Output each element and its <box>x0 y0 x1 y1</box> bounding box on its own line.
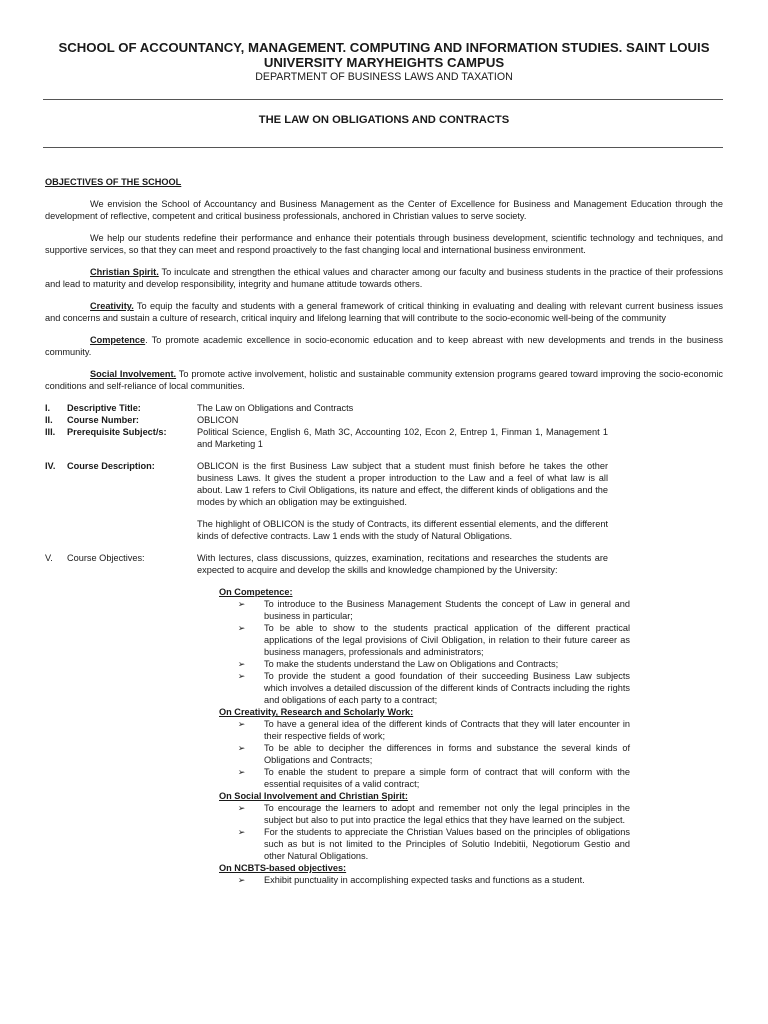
arrow-bullet-icon: ➢ <box>237 743 246 753</box>
course-details <box>45 402 723 576</box>
header-rule-bottom <box>43 147 723 148</box>
christian-spirit-text: To inculcate and strengthen the ethical values and character among our faculty and business students in the practice of their professions and lead to maturity and develop responsibility, integrity and humane attitude towards others. <box>45 267 724 289</box>
description-part-2: The highlight of OBLICON is the study of Contracts, its different essential elements, and the different kinds of defective contracts. Law 1 ends with the study of Natural Obligations. <box>197 519 608 541</box>
list-item: ➢ To have a general idea of the different kinds of Contracts that they will later encounter in their respective fields of work; <box>219 718 630 742</box>
school-name-line-1: SCHOOL OF ACCOUNTANCY, MANAGEMENT. COMPUTING AND INFORMATION STUDIES. SAINT LOUIS <box>58 40 710 55</box>
row-number: III. <box>45 427 56 437</box>
christian-spirit-paragraph <box>45 266 723 290</box>
creativity-paragraph <box>45 300 723 324</box>
list-item: ➢ To introduce to the Business Management Students the concept of Law in general and business in particular; <box>219 598 630 622</box>
row-value <box>197 460 608 542</box>
course-objectives-list <box>219 586 630 886</box>
arrow-bullet-icon: ➢ <box>237 623 246 633</box>
social-objectives-heading: On Social Involvement and Christian Spirit: <box>219 791 408 801</box>
row-label: Course Description: <box>67 461 155 471</box>
row-value: With lectures, class discussions, quizzes, examination, recitations and researches the students are expected to acquire and develop the skills and knowledge championed by the University: <box>197 553 608 575</box>
course-row-description <box>45 460 723 542</box>
course-row-objectives <box>45 552 723 576</box>
course-row-title <box>45 402 723 414</box>
vision-paragraph <box>45 198 723 222</box>
row-label: Course Objectives: <box>67 553 145 563</box>
arrow-bullet-icon: ➢ <box>237 659 246 669</box>
document-body <box>45 176 723 886</box>
arrow-bullet-icon: ➢ <box>237 803 246 813</box>
list-item: ➢ To make the students understand the Law on Obligations and Contracts; <box>219 658 630 670</box>
list-item: ➢ To encourage the learners to adopt and remember not only the legal principles in the subject but also to put into practice the legal ethics that they have learned on the subject. <box>219 802 630 826</box>
list-item: ➢ To be able to show to the students practical application of the different practical applications of the legal provisions of Civil Obligation, in relation to their future career as business managers, professionals and administrators; <box>219 622 630 658</box>
row-number: II. <box>45 415 53 425</box>
document-title: THE LAW ON OBLIGATIONS AND CONTRACTS <box>258 114 510 126</box>
course-row-number <box>45 414 723 426</box>
competence-objectives-heading: On Competence: <box>219 587 293 597</box>
arrow-bullet-icon: ➢ <box>237 671 246 681</box>
row-label: Prerequisite Subject/s: <box>67 427 167 437</box>
christian-spirit-lead: Christian Spirit. <box>90 267 159 277</box>
arrow-bullet-icon: ➢ <box>237 767 246 777</box>
row-number: V. <box>45 553 53 563</box>
list-item: ➢ To provide the student a good foundation of their succeeding Business Law subjects which involves a detailed discussion of the different kinds of Contracts including the rights and obligations of each party to a contract; <box>219 670 630 706</box>
mission-text: We help our students redefine their performance and enhance their potentials through business development, scientific technology and techniques, and supportive services, so that they can meet and respond proactively to the fast changing local and international business environment. <box>45 233 723 255</box>
arrow-bullet-icon: ➢ <box>237 827 246 837</box>
department-name: DEPARTMENT OF BUSINESS LAWS AND TAXATION <box>255 71 513 83</box>
row-value: The Law on Obligations and Contracts <box>197 403 354 413</box>
list-item: ➢ For the students to appreciate the Christian Values based on the principles of obligations such as but is not limited to the Principles of Solutio Indebitii, Negotiorum Gestio and other Natural Obligations. <box>219 826 630 862</box>
social-involvement-paragraph <box>45 368 723 392</box>
course-row-prerequisites <box>45 426 723 450</box>
header-rule-top <box>43 99 723 100</box>
objectives-heading: OBJECTIVES OF THE SCHOOL <box>45 177 182 187</box>
creativity-lead: Creativity. <box>90 301 134 311</box>
row-value: OBLICON <box>197 415 239 425</box>
description-part-1: OBLICON is the first Business Law subject that a student must finish before he takes the other business Laws. It gives the student a proper introduction to the Law and a feel of what law is all about. Law 1 refers to Civil Obligations, its nature and effect, the different kinds of obligations and the modes by which an obligation may be extinguished. <box>197 461 608 507</box>
vision-text: We envision the School of Accountancy and Business Management as the Center of Excellence for Business and Management Education through the development of reflective, competent and critical business professionals, anchored in Christian values to serve society. <box>45 199 723 221</box>
arrow-bullet-icon: ➢ <box>237 599 246 609</box>
row-number: IV. <box>45 461 56 471</box>
arrow-bullet-icon: ➢ <box>237 719 246 729</box>
creativity-text: To equip the faculty and students with a general framework of critical thinking in evaluating and dealing with relevant current business issues and concerns and sustain a culture of research, critical inquiry and lifelong learning that will contribute to the socio-economic well-being of the community <box>45 301 723 323</box>
row-number: I. <box>45 403 51 413</box>
mission-paragraph <box>45 232 723 256</box>
list-item: ➢ To enable the student to prepare a simple form of contract that will conform with the essential requisites of a valid contract; <box>219 766 630 790</box>
competence-text: . To promote academic excellence in socio-economic education and to keep abreast with new developments and trends in the business community. <box>45 335 723 357</box>
row-value: Political Science, English 6, Math 3C, Accounting 102, Econ 2, Entrep 1, Finman 1, Management 1 and Marketing 1 <box>197 427 608 449</box>
list-item: ➢ To be able to decipher the differences in forms and substance the several kinds of Obligations and Contracts; <box>219 742 630 766</box>
row-label: Descriptive Title: <box>67 403 141 413</box>
arrow-bullet-icon: ➢ <box>237 875 246 885</box>
row-label: Course Number: <box>67 415 139 425</box>
competence-lead: Competence <box>90 335 146 345</box>
competence-paragraph <box>45 334 723 358</box>
school-name-line-2: UNIVERSITY MARYHEIGHTS CAMPUS <box>263 55 505 70</box>
social-involvement-lead: Social Involvement. <box>90 369 177 379</box>
creativity-objectives-heading: On Creativity, Research and Scholarly Work: <box>219 707 414 717</box>
social-involvement-text: To promote active involvement, holistic and sustainable community extension programs geared toward improving the socio-economic conditions and self-reliance of local communities. <box>45 369 724 391</box>
ncbts-objectives-heading: On NCBTS-based objectives: <box>219 863 347 873</box>
list-item: ➢ Exhibit punctuality in accomplishing expected tasks and functions as a student. <box>219 874 630 886</box>
